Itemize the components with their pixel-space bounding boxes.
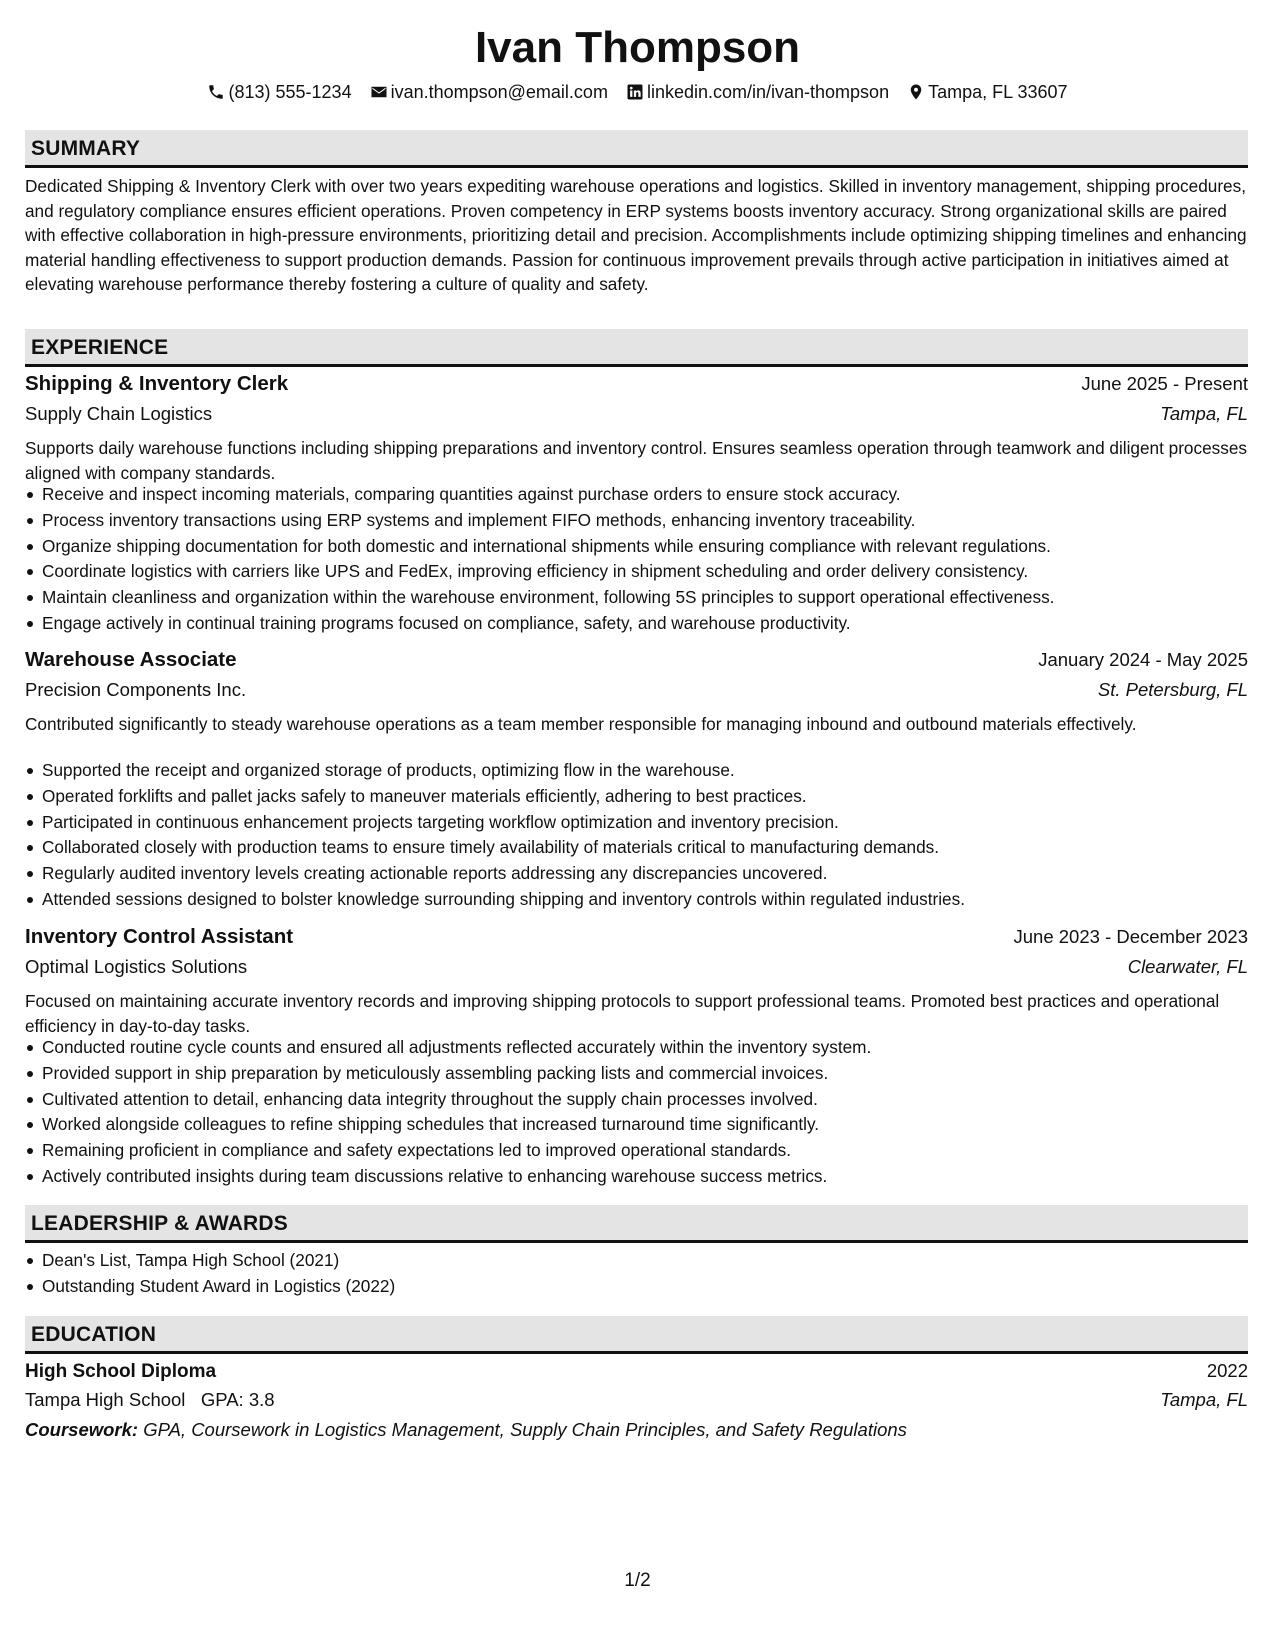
job-header <box>25 925 1248 949</box>
list-item: Engage actively in continual training programs focused on compliance, safety, and warehouse productivity. <box>42 611 1267 637</box>
job-subheader <box>25 403 1248 425</box>
school-location: Tampa, FL <box>1160 1389 1248 1410</box>
company-name: Precision Components Inc. <box>25 679 247 700</box>
job-location: Clearwater, FL <box>1127 956 1248 977</box>
graduation-year: 2022 <box>1206 1360 1248 1381</box>
list-item: Remaining proficient in compliance and safety expectations led to improved operational standards. <box>42 1138 1267 1164</box>
list-item: Participated in continuous enhancement projects targeting workflow optimization and inventory precision. <box>42 810 1267 836</box>
summary-text: Dedicated Shipping & Inventory Clerk with over two years expediting warehouse operations and logistics. Skilled in inventory management, shipping procedures, and regulatory compliance ensures efficient operations. Proven competency in ERP systems boosts inventory accuracy. Strong organizational skills are paired with effective collaboration in high-pressure environments, prioritizing detail and precision. Accomplishments include optimizing shipping timelines and enhancing material handling effectiveness to support production demands. Passion for continuous improvement prevails through active participation in initiatives aimed at elevating warehouse performance thereby fostering a culture of quality and safety. <box>25 176 1247 295</box>
linkedin-text: linkedin.com/in/ivan-thompson <box>646 82 890 102</box>
list-item: Conducted routine cycle counts and ensured all adjustments reflected accurately within the inventory system. <box>42 1035 1267 1061</box>
list-item: Attended sessions designed to bolster knowledge surrounding shipping and inventory controls within regulated industries. <box>42 887 1267 913</box>
job-dates: January 2024 - May 2025 <box>1038 649 1248 670</box>
job-location: St. Petersburg, FL <box>1097 679 1248 700</box>
job-header <box>25 648 1248 672</box>
education-subheader <box>25 1389 1248 1411</box>
coursework-line <box>25 1419 907 1441</box>
job-dates: June 2025 - Present <box>1081 373 1248 394</box>
list-item: Dean's List, Tampa High School (2021) <box>42 1248 1267 1274</box>
job-dates: June 2023 - December 2023 <box>1013 926 1248 947</box>
list-item: Maintain cleanliness and organization within the warehouse environment, following 5S principles to support operational effectiveness. <box>42 585 1267 611</box>
job-subheader <box>25 679 1248 701</box>
job-bullets <box>25 482 1267 637</box>
company-name: Optimal Logistics Solutions <box>25 956 248 977</box>
section-title: EDUCATION <box>31 1323 157 1346</box>
list-item: Regularly audited inventory levels creating actionable reports addressing any discrepancies uncovered. <box>42 861 1267 887</box>
list-item: Supported the receipt and organized storage of products, optimizing flow in the warehouse. <box>42 758 1267 784</box>
education-header <box>25 1360 1248 1383</box>
contact-linkedin[interactable] <box>626 80 889 104</box>
school-name: Tampa High School <box>25 1389 186 1410</box>
section-header-experience <box>25 329 1248 367</box>
job-title: Inventory Control Assistant <box>25 925 294 948</box>
list-item: Operated forklifts and pallet jacks safely to maneuver materials efficiently, adhering to best practices. <box>42 784 1267 810</box>
section-header-summary <box>25 130 1248 168</box>
job-title: Warehouse Associate <box>25 648 237 671</box>
coursework-text: GPA, Coursework in Logistics Management, Supply Chain Principles, and Safety Regulations <box>143 1419 907 1440</box>
map-pin-icon <box>907 83 925 101</box>
job-header <box>25 372 1248 396</box>
list-item: Outstanding Student Award in Logistics (2022) <box>42 1274 1267 1300</box>
location-text: Tampa, FL 33607 <box>928 82 1068 102</box>
awards-list <box>25 1248 1267 1300</box>
candidate-name: Ivan Thompson <box>474 23 801 72</box>
school-info <box>25 1389 275 1411</box>
list-item: Actively contributed insights during team discussions relative to enhancing warehouse success metrics. <box>42 1164 1267 1190</box>
list-item: Cultivated attention to detail, enhancing data integrity throughout the supply chain processes involved. <box>42 1087 1267 1113</box>
list-item: Collaborated closely with production teams to ensure timely availability of materials critical to manufacturing demands. <box>42 835 1267 861</box>
envelope-icon <box>370 83 388 101</box>
list-item: Provided support in ship preparation by meticulously assembling packing lists and commercial invoices. <box>42 1061 1267 1087</box>
list-item: Receive and inspect incoming materials, comparing quantities against purchase orders to ensure stock accuracy. <box>42 482 1267 508</box>
job-subheader <box>25 956 1248 978</box>
list-item: Organize shipping documentation for both domestic and international shipments while ensuring compliance with relevant regulations. <box>42 534 1267 560</box>
list-item: Worked alongside colleagues to refine shipping schedules that increased turnaround time significantly. <box>42 1112 1267 1138</box>
contact-bar <box>0 80 1275 104</box>
company-name: Supply Chain Logistics <box>25 403 213 424</box>
job-description: Focused on maintaining accurate inventory records and improving shipping protocols to support professional teams. Promoted best practices and operational efficiency in day-to-day tasks. <box>25 991 1220 1036</box>
contact-location <box>907 80 1067 104</box>
job-bullets <box>25 1035 1267 1190</box>
section-header-education <box>25 1316 1248 1354</box>
section-title: LEADERSHIP & AWARDS <box>31 1212 288 1235</box>
job-description: Contributed significantly to steady warehouse operations as a team member responsible for managing inbound and outbound materials effectively. <box>25 714 1137 734</box>
job-bullets <box>25 758 1267 913</box>
degree-name: High School Diploma <box>25 1361 217 1382</box>
gpa-text: GPA: 3.8 <box>200 1389 275 1410</box>
job-description: Supports daily warehouse functions including shipping preparations and inventory control. Ensures seamless operation through teamwork and diligent processes aligned with company standards. <box>25 438 1247 483</box>
section-header-awards <box>25 1205 1248 1243</box>
section-title: SUMMARY <box>31 137 141 160</box>
email-text: ivan.thompson@email.com <box>390 82 608 102</box>
contact-phone <box>207 80 351 104</box>
list-item: Coordinate logistics with carriers like UPS and FedEx, improving efficiency in shipment scheduling and order delivery consistency. <box>42 559 1267 585</box>
phone-text: (813) 555-1234 <box>228 82 352 102</box>
section-title: EXPERIENCE <box>31 336 169 359</box>
job-title: Shipping & Inventory Clerk <box>25 372 289 395</box>
phone-icon <box>207 83 225 101</box>
page-number: 1/2 <box>624 1570 651 1591</box>
linkedin-icon <box>626 83 644 101</box>
list-item: Process inventory transactions using ERP systems and implement FIFO methods, enhancing inventory traceability. <box>42 508 1267 534</box>
coursework-label: Coursework: <box>25 1419 139 1440</box>
contact-email[interactable] <box>370 80 608 104</box>
job-location: Tampa, FL <box>1160 403 1248 424</box>
